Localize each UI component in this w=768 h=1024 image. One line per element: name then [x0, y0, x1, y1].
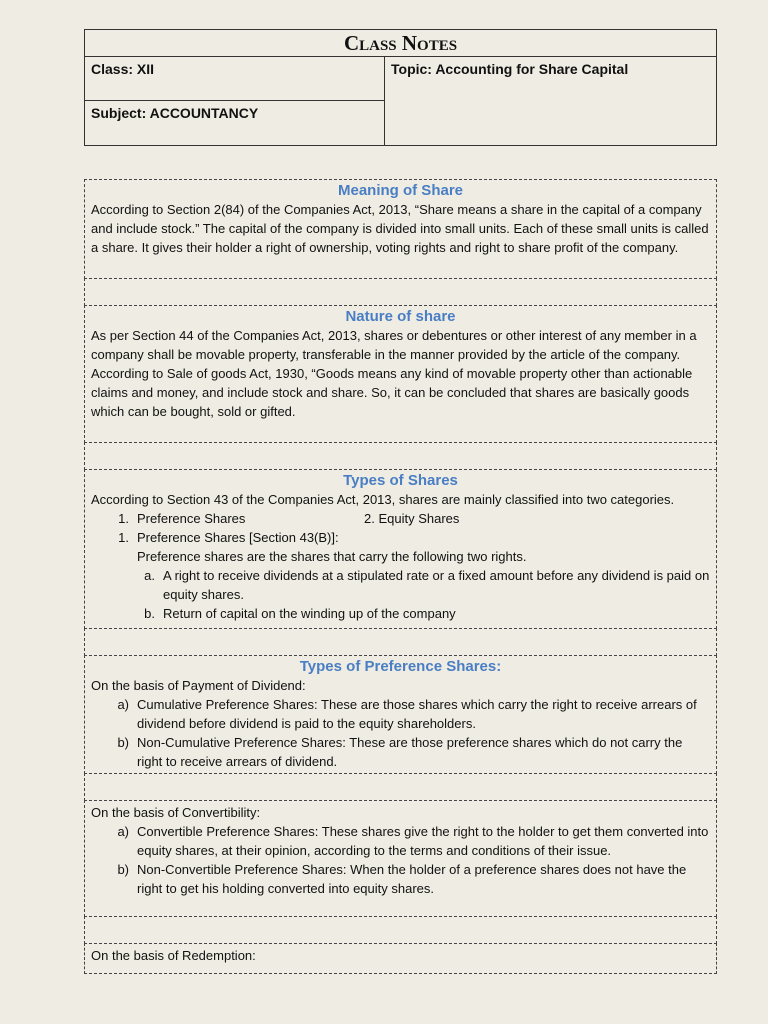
spacer-row [84, 278, 717, 306]
types-section [84, 469, 717, 629]
convert-basis: On the basis of Convertibility: [91, 805, 261, 820]
convertibility-section [84, 800, 717, 917]
dividend-basis: On the basis of Payment of Dividend: [91, 678, 306, 693]
section-title-meaning: Meaning of Share [337, 182, 464, 199]
header-left-column [85, 57, 385, 145]
list-marker: a. [144, 568, 155, 583]
list-item [85, 604, 716, 623]
list-number: 1. [118, 511, 129, 526]
redemption-basis: On the basis of Redemption: [91, 948, 256, 963]
header-table [84, 29, 717, 146]
redemption-section [84, 943, 717, 974]
list-marker: b. [144, 606, 155, 621]
spacer-row [84, 916, 717, 944]
spacer-row [84, 628, 717, 656]
nature-section [84, 305, 717, 443]
preference-subheading: Preference Shares [Section 43(B)]: [137, 530, 339, 545]
list-text: Convertible Preference Shares: These shares give the right to the holder to get them converted into equity shares, at their opinion, according to the terms and conditions of their issue. [137, 824, 709, 858]
meaning-body: According to Section 2(84) of the Companies Act, 2013, “Share means a share in the capital of a company and include stock.” The capital of the company is divided into small units. Each of these small units is called a share. It gives their holder a right of ownership, voting rights and right to share profit of the company. [91, 202, 709, 255]
section-title-pref-types: Types of Preference Shares: [299, 658, 502, 675]
section-title-types: Types of Shares [343, 472, 458, 489]
list-item-equity: 2. Equity Shares [364, 511, 460, 526]
list-marker: b) [117, 862, 129, 877]
list-marker: a) [117, 824, 129, 839]
pref-types-section [84, 655, 717, 774]
nature-body-1: As per Section 44 of the Companies Act, 2013, shares or debentures or other interest of any member in a company shall be movable property, transferable in the manner provided by the article of the company. [91, 328, 697, 362]
preference-intro [85, 547, 716, 566]
list-text: A right to receive dividends at a stipulated rate or a fixed amount before any dividend is paid on equity shares. [163, 568, 710, 602]
preference-intro-text: Preference shares are the shares that carry the following two rights. [137, 549, 527, 564]
spacer-row [84, 442, 717, 470]
list-marker: a) [117, 697, 129, 712]
list-text: Non-Convertible Preference Shares: When the holder of a preference shares does not have the right to get his holding converted into equity shares. [137, 862, 687, 896]
list-item [85, 733, 716, 771]
list-item [85, 860, 716, 898]
list-text: Cumulative Preference Shares: These are those shares which carry the right to receive arrears of dividend before dividend is paid to the equity shareholders. [137, 697, 697, 731]
list-item [85, 566, 716, 604]
list-text: Non-Cumulative Preference Shares: These are those preference shares which do not carry the right to receive arrears of dividend. [137, 735, 683, 769]
types-intro: According to Section 43 of the Companies Act, 2013, shares are mainly classified into two categories. [91, 492, 675, 507]
sub-heading-row [85, 528, 716, 547]
list-item [85, 822, 716, 860]
list-marker: b) [117, 735, 129, 750]
class-label: Class: XII [85, 57, 384, 101]
page-title: Class Notes [85, 30, 716, 57]
section-title-nature: Nature of share [345, 308, 456, 325]
list-text: Return of capital on the winding up of the company [163, 606, 456, 621]
spacer-row [84, 773, 717, 801]
list-item-preference: Preference Shares [137, 511, 246, 526]
subject-label: Subject: ACCOUNTANCY [91, 105, 259, 121]
nature-body-2: According to Sale of goods Act, 1930, “Goods means any kind of movable property other than actionable claims and money, and include stock and share. So, it can be concluded that shares are basically goods which can be bought, sold or gifted. [91, 366, 693, 419]
list-number: 1. [118, 530, 129, 545]
meaning-section [84, 179, 717, 279]
list-item [85, 695, 716, 733]
types-list [85, 509, 716, 528]
topic-label: Topic: Accounting for Share Capital [391, 61, 629, 77]
